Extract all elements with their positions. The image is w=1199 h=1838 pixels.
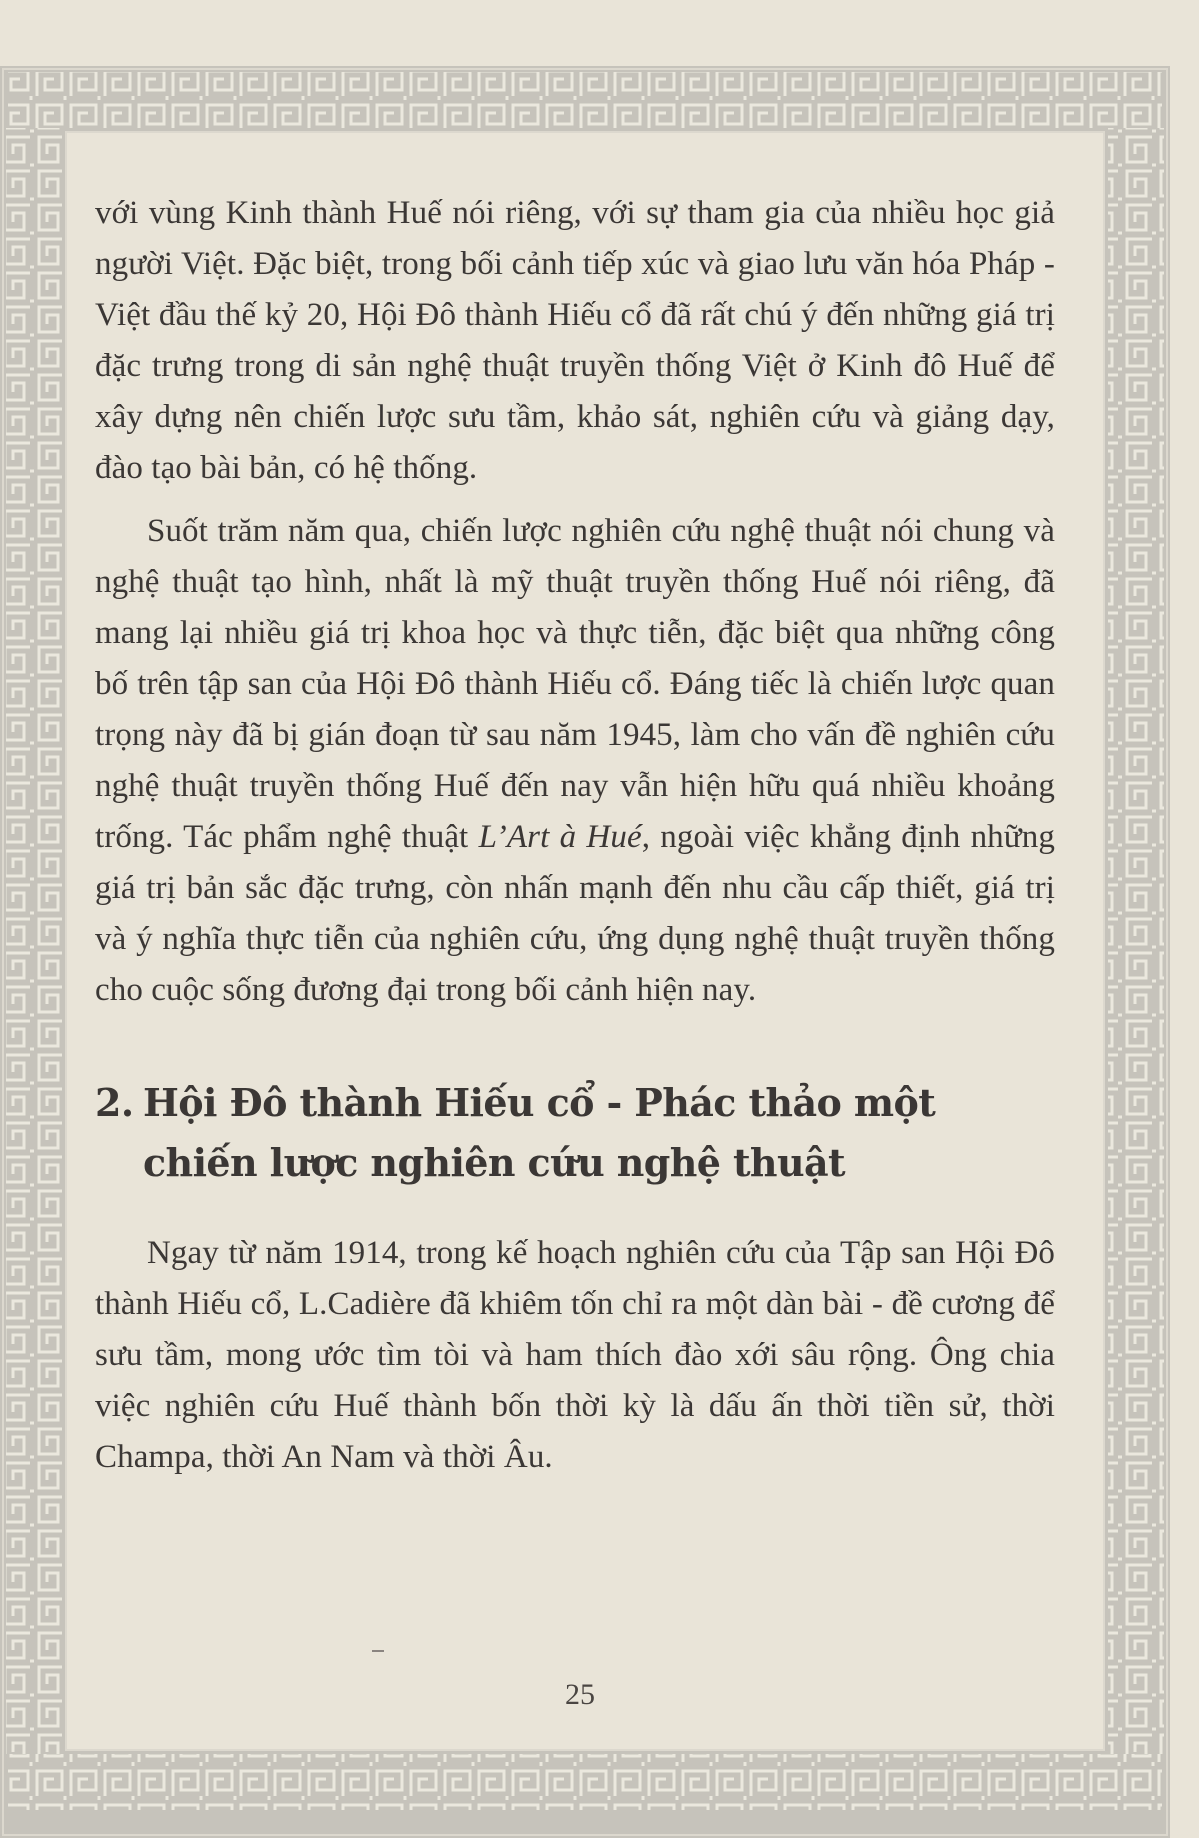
section-heading bbox=[95, 1073, 1055, 1193]
paragraph-1: với vùng Kinh thành Huế nói riêng, với sự tham gia của nhiều học giả người Việt. Đặc biệt, trong bối cảnh tiếp xúc và giao lưu văn hóa Pháp - Việt đầu thế kỷ 20, Hội Đô thành Hiếu cổ đã rất chú ý đến những giá trị đặc trưng trong di sản nghệ thuật truyền thống Việt ở Kinh đô Huế để xây dựng nên chiến lược sưu tầm, khảo sát, nghiên cứu và giảng dạy, đào tạo bài bản, có hệ thống. bbox=[95, 195, 1055, 486]
paragraph-2 bbox=[95, 506, 1055, 1016]
artwork-title-italic: L’Art à Hué bbox=[478, 819, 642, 855]
section-number: 2. bbox=[95, 1080, 134, 1125]
border-left-pattern bbox=[6, 128, 62, 1754]
paragraph-3: Ngay từ năm 1914, trong kế hoạch nghiên cứu của Tập san Hội Đô thành Hiếu cổ, L.Cadière đã khiêm tốn chỉ ra một dàn bài - đề cương để sưu tầm, mong ước tìm tòi và ham thích đào xới sâu rộng. Ông chia việc nghiên cứu Huế thành bốn thời kỳ là dấu ấn thời tiền sử, thời Champa, thời An Nam và thời Âu. bbox=[95, 1235, 1055, 1475]
page-body bbox=[95, 188, 1055, 1483]
paragraph-2-text-b: , ngoài việc khẳng định những giá trị bản sắc đặc trưng, còn nhấn mạnh đến nhu cầu cấp thiết, giá trị và ý nghĩa thực tiễn của nghiên cứu, ứng dụng nghệ thuật truyền thống cho cuộc sống đương đại trong bối cảnh hiện nay. bbox=[95, 819, 1055, 1008]
border-right-pattern bbox=[1108, 128, 1164, 1754]
page-number: 25 bbox=[565, 1678, 595, 1711]
small-dash-mark bbox=[372, 1650, 384, 1652]
paragraph-2-text-a: Suốt trăm năm qua, chiến lược nghiên cứu nghệ thuật nói chung và nghệ thuật tạo hình, nhất là mỹ thuật truyền thống Huế nói riêng, đã mang lại nhiều giá trị khoa học và thực tiễn, đặc biệt qua những công bố trên tập san của Hội Đô thành Hiếu cổ. Đáng tiếc là chiến lược quan trọng này đã bị gián đoạn từ sau năm 1945, làm cho vấn đề nghiên cứu nghệ thuật truyền thống Huế đến nay vẫn hiện hữu quá nhiều khoảng trống. Tác phẩm nghệ thuật bbox=[95, 513, 1055, 855]
section-title: Hội Đô thành Hiếu cổ - Phác thảo một chiến lược nghiên cứu nghệ thuật bbox=[143, 1080, 936, 1185]
border-top-pattern bbox=[8, 72, 1162, 128]
border-bottom-pattern bbox=[8, 1754, 1162, 1810]
